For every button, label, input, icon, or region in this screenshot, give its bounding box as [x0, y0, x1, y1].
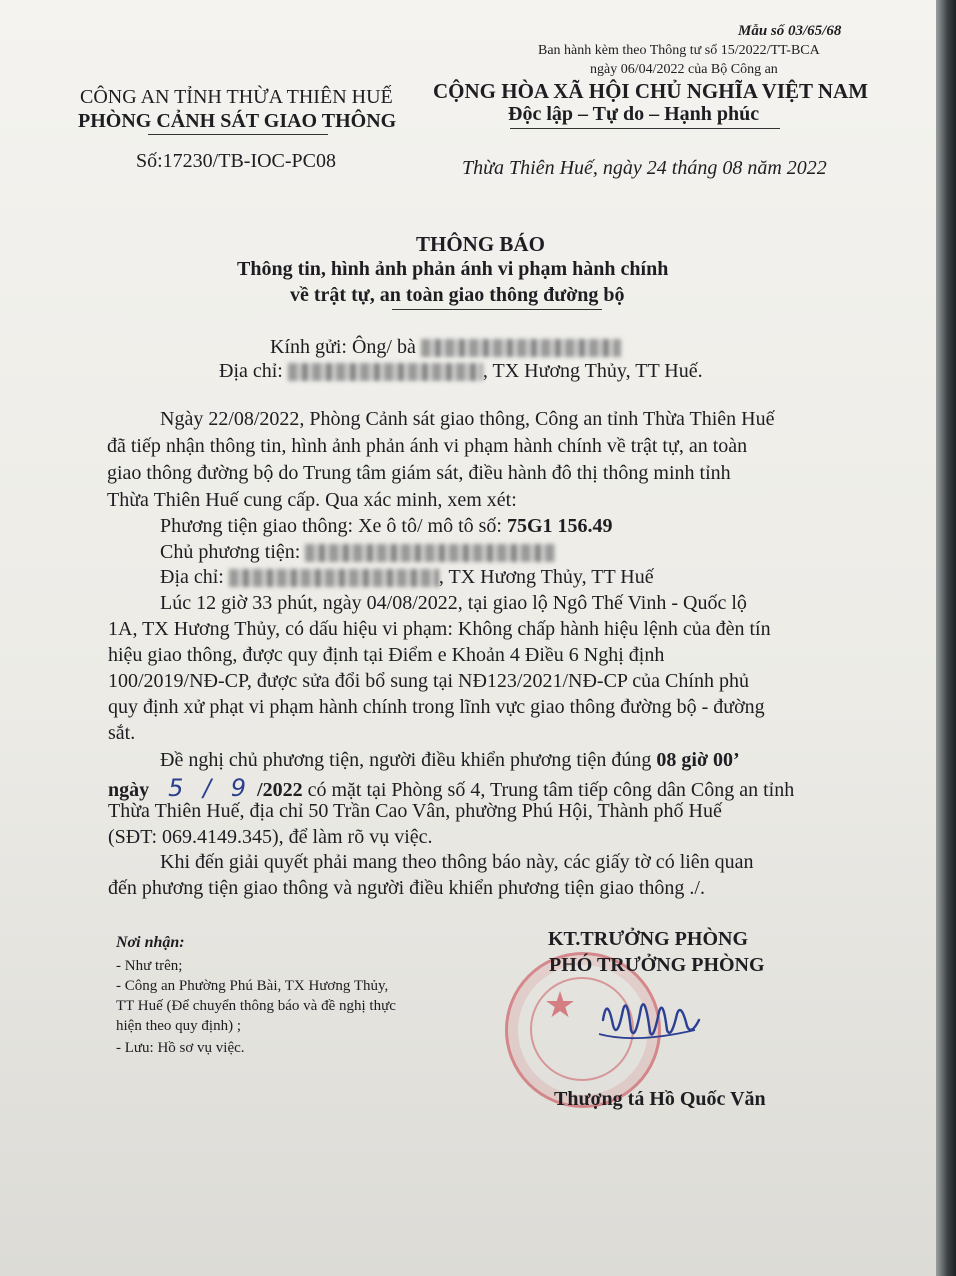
- department-underline: [148, 134, 328, 135]
- nation-motto: Độc lập – Tự do – Hạnh phúc: [508, 103, 760, 125]
- document-title: THÔNG BÁO: [416, 232, 545, 256]
- p3-line2: [108, 774, 794, 802]
- recipient-line: [270, 336, 621, 359]
- form-issued-1: Ban hành kèm theo Thông tư số 15/2022/TT-BCA: [538, 43, 820, 58]
- owner-address-tail: , TX Hương Thủy, TT Huế: [438, 566, 654, 588]
- owner-line: [160, 541, 555, 564]
- document-subtitle-2: về trật tự, an toàn giao thông đường bộ: [290, 284, 625, 306]
- p3-line3: Thừa Thiên Huế, địa chỉ 50 Trần Cao Vân, phường Phú Hội, Thành phố Huế: [108, 800, 722, 822]
- p4-line1: Khi đến giải quyết phải mang theo thông báo này, các giấy tờ có liên quan: [160, 851, 754, 873]
- recipient-item-2-l1: - Công an Phường Phú Bài, TX Hương Thủy,: [116, 978, 389, 994]
- handwritten-date: 5 / 9: [168, 774, 253, 802]
- p2-line4: 100/2019/NĐ-CP, được sửa đổi bổ sung tại NĐ123/2021/NĐ-CP của Chính phủ: [108, 670, 749, 692]
- recipient-address-line: [219, 360, 703, 383]
- signer-name: Thượng tá Hồ Quốc Văn: [554, 1088, 766, 1110]
- motto-underline: [510, 128, 780, 129]
- redacted-name: [421, 339, 621, 357]
- owner-label: Chủ phương tiện:: [160, 541, 301, 563]
- p3-time: 08 giờ 00’: [656, 749, 740, 771]
- vehicle-plate: 75G1 156.49: [506, 515, 613, 537]
- form-issued-2: ngày 06/04/2022 của Bộ Công an: [590, 62, 778, 77]
- p3-year: /2022: [257, 779, 303, 801]
- handwritten-signature: [595, 990, 705, 1050]
- redacted-address: [288, 363, 483, 381]
- p2-line2: 1A, TX Hương Thủy, có dấu hiệu vi phạm: Không chấp hành hiệu lệnh của đèn tín: [108, 618, 771, 640]
- star-icon: ★: [543, 985, 577, 1025]
- recipient-item-1: - Như trên;: [116, 958, 183, 974]
- owner-address-line: [160, 566, 654, 589]
- vehicle-label: Phương tiện giao thông: Xe ô tô/ mô tô số:: [160, 515, 502, 537]
- p1-line3: giao thông đường bộ do Trung tâm giám sát, điều hành đô thị thông minh tỉnh: [107, 462, 731, 484]
- signature-role-2: PHÓ TRƯỞNG PHÒNG: [549, 954, 765, 976]
- recipient-item-2-l2: TT Huế (Để chuyển thông báo và đề nghị thực: [116, 998, 396, 1014]
- recipient-label: Kính gửi: Ông/ bà: [270, 336, 416, 358]
- p4-line2: đến phương tiện giao thông và người điều khiển phương tiện giao thông ./.: [108, 877, 705, 899]
- recipients-title: Nơi nhận:: [116, 934, 185, 951]
- p3-line1: [160, 749, 740, 772]
- p3-line4: (SĐT: 069.4149.345), để làm rõ vụ việc.: [108, 826, 433, 848]
- p1-line2: đã tiếp nhận thông tin, hình ảnh phản ánh vi phạm hành chính về trật tự, an toàn: [107, 435, 748, 457]
- redacted-owner: [305, 544, 555, 562]
- vehicle-line: [160, 515, 613, 538]
- form-code: Mẫu số 03/65/68: [738, 23, 842, 39]
- p2-line5: quy định xử phạt vi phạm hành chính trong lĩnh vực giao thông đường bộ - đường: [108, 696, 765, 718]
- place-date: Thừa Thiên Huế, ngày 24 tháng 08 năm 2022: [462, 157, 827, 179]
- photo-background-edge: [936, 0, 956, 1276]
- agency-name: CÔNG AN TỈNH THỪA THIÊN HUẾ: [80, 86, 393, 108]
- p1-line1: Ngày 22/08/2022, Phòng Cảnh sát giao thông, Công an tỉnh Thừa Thiên Huế: [160, 408, 775, 430]
- p2-line3: hiệu giao thông, được quy định tại Điểm e Khoản 4 Điều 6 Nghị định: [108, 644, 665, 666]
- address-label: Địa chỉ:: [219, 360, 283, 382]
- p2-line1: Lúc 12 giờ 33 phút, ngày 04/08/2022, tại giao lộ Ngô Thế Vinh - Quốc lộ: [160, 592, 747, 614]
- address-tail: , TX Hương Thủy, TT Huế.: [482, 360, 703, 382]
- department-name: PHÒNG CẢNH SÁT GIAO THÔNG: [78, 110, 397, 132]
- p3-day-label: ngày: [108, 779, 150, 801]
- recipient-item-2-l3: hiện theo quy định) ;: [116, 1018, 241, 1034]
- document-subtitle-1: Thông tin, hình ảnh phản ánh vi phạm hành chính: [237, 258, 669, 280]
- document-number: Số:17230/TB-IOC-PC08: [136, 150, 337, 172]
- title-underline: [392, 309, 602, 310]
- p2-line6: sắt.: [108, 722, 136, 744]
- owner-address-label: Địa chỉ:: [160, 566, 224, 588]
- p3-rest: có mặt tại Phòng số 4, Trung tâm tiếp công dân Công an tỉnh: [307, 779, 795, 801]
- p3-text: Đề nghị chủ phương tiện, người điều khiển phương tiện đúng: [160, 749, 652, 771]
- nation-title: CỘNG HÒA XÃ HỘI CHỦ NGHĨA VIỆT NAM: [433, 79, 869, 103]
- recipient-item-3: - Lưu: Hồ sơ vụ việc.: [116, 1040, 245, 1056]
- redacted-owner-address: [229, 569, 439, 587]
- p1-line4: Thừa Thiên Huế cung cấp. Qua xác minh, xem xét:: [107, 489, 517, 511]
- signature-role-1: KT.TRƯỞNG PHÒNG: [548, 928, 748, 950]
